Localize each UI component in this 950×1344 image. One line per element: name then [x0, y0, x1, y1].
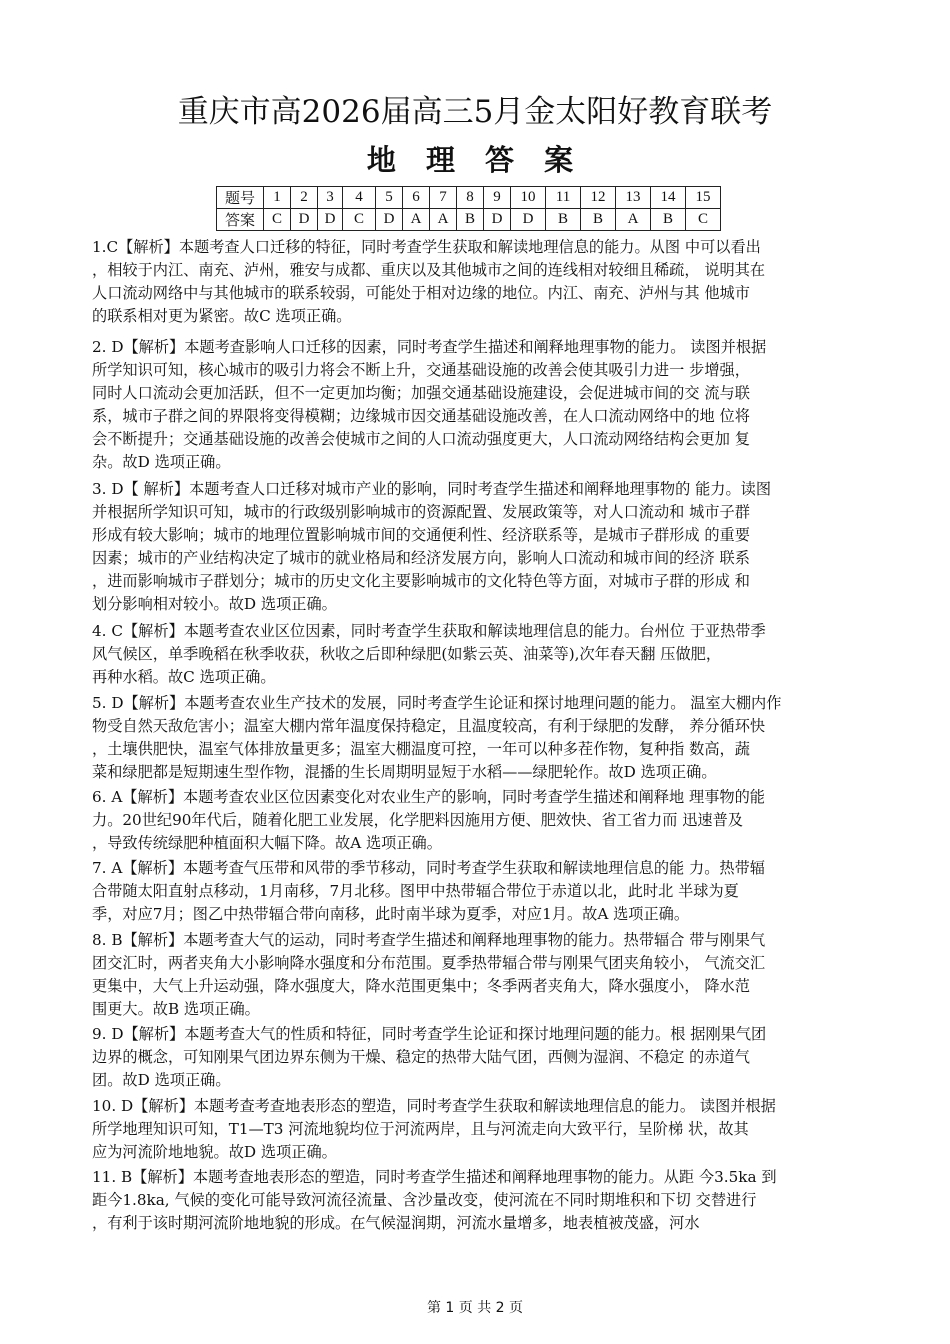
explanation-line: 10. D【解析】本题考查考查地表形态的塑造，同时考查学生获取和解读地理信息的能力。 读图并根据 — [92, 1097, 776, 1115]
explanation-line: ，有利于该时期河流阶地地貌的形成。在气候湿润期，河流水量增多，地表植被茂盛，河水 — [92, 1214, 700, 1232]
explanation-line: 围更大。故B 选项正确。 — [92, 1000, 260, 1018]
explanation-4 — [92, 620, 864, 689]
explanation-line: 7. A【解析】本题考查气压带和风带的季节移动，同时考查学生获取和解读地理信息的能 力。热带辐 — [92, 859, 765, 877]
question-number-cell: 14 — [651, 187, 686, 209]
explanation-line: 5. D【解析】本题考查农业生产技术的发展，同时考查学生论证和探讨地理问题的能力。 温室大棚内作 — [92, 694, 782, 712]
explanation-line: 的联系相对更为紧密。故C 选项正确。 — [92, 307, 352, 325]
explanation-line: 3. D【 解析】本题考查人口迁移对城市产业的影响，同时考查学生描述和阐释地理事物的 能力。读图 — [92, 480, 772, 498]
explanation-line: 4. C【解析】本题考查农业区位因素，同时考查学生获取和解读地理信息的能力。台州位 于亚热带季 — [92, 622, 766, 640]
question-number-cell: 13 — [616, 187, 651, 209]
explanation-3 — [92, 478, 864, 616]
question-number-cell: 5 — [376, 187, 403, 209]
answer-cell: D — [376, 209, 403, 231]
explanation-line: 6. A【解析】本题考查农业区位因素变化对农业生产的影响，同时考查学生描述和阐释地 理事物的能 — [92, 788, 765, 806]
explanation-line: 2. D【解析】本题考查影响人口迁移的因素，同时考查学生描述和阐释地理事物的能力。 读图并根据 — [92, 338, 767, 356]
answer-cell: B — [546, 209, 581, 231]
explanation-line: 菜和绿肥都是短期速生型作物，混播的生长周期明显短于水稻——绿肥轮作。故D 选项正确。 — [92, 763, 717, 781]
explanation-line: 风气候区，单季晚稻在秋季收获，秋收之后即种绿肥(如紫云英、油菜等),次年春天翻 压做肥， — [92, 645, 722, 663]
explanation-line: 更集中，大气上升运动强，降水强度大，降水范围更集中；冬季两者夹角大，降水强度小， 降水范 — [92, 977, 750, 995]
explanation-6 — [92, 786, 864, 855]
page-title: 重庆市高2026届高三5月金太阳好教育联考 — [177, 94, 773, 130]
explanation-5 — [92, 692, 864, 784]
question-number-cell: 12 — [581, 187, 616, 209]
answer-cell: B — [651, 209, 686, 231]
explanation-10 — [92, 1095, 864, 1164]
explanation-line: 1.C【解析】本题考查人口迁移的特征，同时考查学生获取和解读地理信息的能力。从图 中可以看出 — [92, 238, 761, 256]
explanation-line: 系，城市子群之间的界限将变得模糊；边缘城市因交通基础设施改善，在人口流动网络中的地 位将 — [92, 407, 750, 425]
explanation-line: ，导致传统绿肥种植面积大幅下降。故A 选项正确。 — [92, 834, 442, 852]
question-number-cell: 4 — [343, 187, 376, 209]
question-number-cell: 6 — [403, 187, 430, 209]
explanation-line: 力。20世纪90年代后，随着化肥工业发展，化学肥料因施用方便、肥效快、省工省力而 迅速普及 — [92, 811, 743, 829]
row-label-numbers: 题号 — [217, 187, 264, 209]
explanation-line: 形成有较大影响；城市的地理位置影响城市间的交通便利性、经济联系等，是城市子群形成 的重要 — [92, 526, 750, 544]
answer-cell: C — [264, 209, 291, 231]
explanation-line: 团交汇时，两者夹角大小影响降水强度和分布范围。夏季热带辐合带与刚果气团夹角较小， 气流交汇 — [92, 954, 766, 972]
explanation-line: 季，对应7月；图乙中热带辐合带向南移，此时南半球为夏季，对应1月。故A 选项正确。 — [92, 905, 690, 923]
explanation-1 — [92, 236, 864, 328]
explanation-7 — [92, 857, 864, 926]
question-number-cell: 11 — [546, 187, 581, 209]
explanation-line: 11. B【解析】本题考查地表形态的塑造，同时考查学生描述和阐释地理事物的能力。从距 今3.5ka 到 — [92, 1168, 777, 1186]
explanation-line: 所学知识可知，核心城市的吸引力将会不断上升，交通基础设施的改善会使其吸引力进一 步增强， — [92, 361, 750, 379]
question-number-cell: 7 — [430, 187, 457, 209]
answer-cell: B — [457, 209, 484, 231]
answer-cell: A — [616, 209, 651, 231]
page-subtitle: 地 理 答 案 — [366, 143, 584, 177]
question-number-cell: 3 — [318, 187, 343, 209]
question-number-cell: 2 — [291, 187, 318, 209]
question-number-cell: 1 — [264, 187, 291, 209]
answer-cell: C — [686, 209, 721, 231]
explanation-line: 再种水稻。故C 选项正确。 — [92, 668, 276, 686]
explanation-line: 物受自然天敌危害小；温室大棚内常年温度保持稳定，且温度较高，有利于绿肥的发酵， 养分循环快 — [92, 717, 766, 735]
question-number-cell: 10 — [511, 187, 546, 209]
answer-cell: B — [581, 209, 616, 231]
explanation-line: 团。故D 选项正确。 — [92, 1071, 231, 1089]
explanation-line: ，相较于内江、南充、泸州，雅安与成都、重庆以及其他城市之间的连线相对较细且稀疏， 说明其在 — [92, 261, 766, 279]
explanation-line: 9. D【解析】本题考查大气的性质和特征，同时考查学生论证和探讨地理问题的能力。根 据刚果气团 — [92, 1025, 767, 1043]
explanation-line: 因素；城市的产业结构决定了城市的就业格局和经济发展方向，影响人口流动和城市间的经济 联系 — [92, 549, 750, 567]
explanation-2 — [92, 336, 864, 474]
explanation-line: 人口流动网络中与其他城市的联系较弱，可能处于相对边缘的地位。内江、南充、泸州与其 他城市 — [92, 284, 750, 302]
explanation-line: 划分影响相对较小。故D 选项正确。 — [92, 595, 337, 613]
question-number-cell: 15 — [686, 187, 721, 209]
explanation-line: 应为河流阶地地貌。故D 选项正确。 — [92, 1143, 337, 1161]
explanation-8 — [92, 929, 864, 1021]
answer-cell: D — [511, 209, 546, 231]
explanation-line: 8. B【解析】本题考查大气的运动，同时考查学生描述和阐释地理事物的能力。热带辐合 带与刚果气 — [92, 931, 766, 949]
answer-table — [216, 186, 721, 231]
explanation-line: 并根据所学知识可知，城市的行政级别影响城市的资源配置、发展政策等，对人口流动和 城市子群 — [92, 503, 750, 521]
answer-cell: D — [291, 209, 318, 231]
answer-cell: A — [430, 209, 457, 231]
explanation-line: 会不断提升；交通基础设施的改善会使城市之间的人口流动强度更大，人口流动网络结构会更加 复 — [92, 430, 750, 448]
explanation-line: 边界的概念，可知刚果气团边界东侧为干燥、稳定的热带大陆气团，西侧为湿润、不稳定 的赤道气 — [92, 1048, 750, 1066]
answer-cell: D — [318, 209, 343, 231]
explanation-line: 所学地理知识可知，T1—T3 河流地貌均位于河流两岸，且与河流走向大致平行，呈阶梯 状，故其 — [92, 1120, 749, 1138]
explanation-line: 合带随太阳直射点移动，1月南移，7月北移。图甲中热带辐合带位于赤道以北，此时北 半球为夏 — [92, 882, 739, 900]
answer-cell: C — [343, 209, 376, 231]
page-footer: 第 1 页 共 2 页 — [426, 1300, 524, 1316]
answer-table-answer-row — [217, 209, 721, 231]
answer-cell: A — [403, 209, 430, 231]
row-label-answers: 答案 — [217, 209, 264, 231]
question-number-cell: 9 — [484, 187, 511, 209]
answer-cell: D — [484, 209, 511, 231]
explanation-line: 距今1.8ka, 气候的变化可能导致河流径流量、含沙量改变，使河流在不同时期堆积和下切 交替进行 — [92, 1191, 757, 1209]
question-number-cell: 8 — [457, 187, 484, 209]
explanation-line: ，土壤供肥快，温室气体排放量更多；温室大棚温度可控，一年可以种多茬作物，复种指 数高，蔬 — [92, 740, 750, 758]
explanation-9 — [92, 1023, 864, 1092]
explanation-line: ，进而影响城市子群划分；城市的历史文化主要影响城市的文化特色等方面，对城市子群的形成 和 — [92, 572, 750, 590]
answer-table-number-row — [217, 187, 721, 209]
explanation-line: 杂。故D 选项正确。 — [92, 453, 231, 471]
explanation-11 — [92, 1166, 864, 1235]
explanation-line: 同时人口流动会更加活跃，但不一定更加均衡；加强交通基础设施建设，会促进城市间的交 流与联 — [92, 384, 750, 402]
